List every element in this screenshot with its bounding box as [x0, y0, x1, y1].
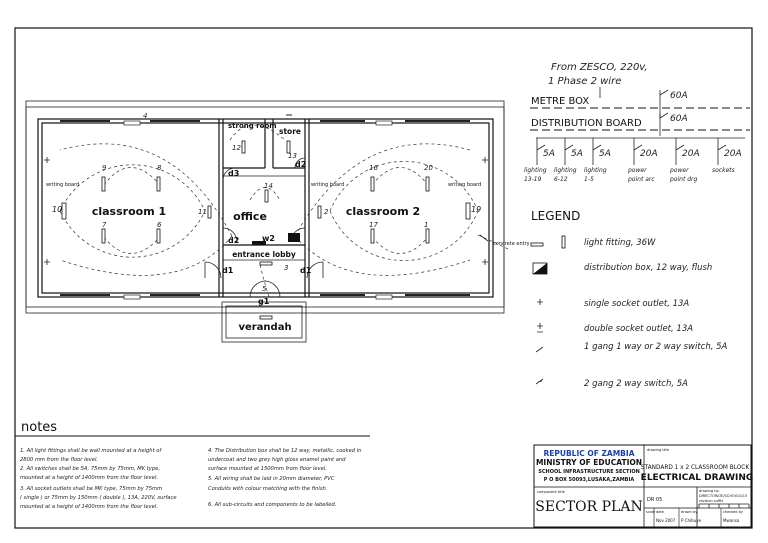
floor-plan	[26, 101, 530, 342]
main-rating: 60A	[670, 91, 688, 101]
circuit-num-10: 10	[52, 205, 63, 214]
circuit-num-2: 2	[324, 208, 329, 216]
metre-box-label: METRE BOX	[531, 96, 590, 107]
circuit-label-5: power point drg	[670, 167, 698, 183]
door-label-d3: d3	[228, 169, 240, 178]
circuit-num-6: 6	[157, 221, 162, 229]
component-title-label: component title	[537, 490, 565, 494]
distribution-board-label: DISTRIBUTION BOARD	[531, 118, 642, 129]
door-label-g1: g1	[258, 297, 270, 306]
rating-5: 20A	[682, 149, 700, 159]
door-label-d1-left: d1	[222, 266, 234, 275]
room-label-classroom-2: classroom 2	[345, 205, 421, 218]
revision-boxes	[699, 504, 749, 508]
label-writing-board-office: writing board	[311, 182, 345, 188]
legend-2gang-switch-icon	[536, 379, 543, 384]
circuit-label-4: power point arc	[628, 167, 655, 183]
drawing-subtitle: ELECTRICAL DRAWING	[640, 473, 754, 483]
db-rating: 60A	[670, 114, 688, 124]
circuit-label-1: lighting 13-19	[524, 167, 547, 183]
notes-title: notes	[21, 420, 58, 435]
note-line: 6. All sub-circuits and components to be labelled.	[208, 502, 337, 508]
note-line: ( single ) or 75mm by 150mm ( double ), 13A, 220V, surface	[20, 495, 177, 501]
door-label-d2-store: d2	[295, 160, 307, 169]
circuit-num-14: 14	[264, 182, 273, 190]
circuit-num-3: 3	[284, 264, 289, 272]
circuit-label-6: sockets	[712, 167, 735, 174]
circuit-numbers	[52, 112, 481, 293]
note-line: undercoat and two grey high gloss enamel paint and	[208, 457, 346, 463]
legend-item-double-socket: double socket outlet, 13A	[584, 324, 694, 334]
circuit-num-11: 11	[198, 208, 207, 216]
legend	[531, 209, 734, 389]
legend-item-single-socket: single socket outlet, 13A	[584, 299, 690, 309]
legend-item-switch: 1 gang 1 way or 2 way switch, 5A	[584, 342, 728, 352]
note-line: 4. The Distribution box shall be 12 way, metallic, cooked in	[208, 448, 362, 454]
checked-by: Mwansa	[723, 518, 740, 523]
scale-label: scale	[646, 510, 656, 514]
sheet-ref: DR 05	[647, 497, 663, 503]
date-label: date	[656, 510, 664, 514]
legend-double-socket-icon	[537, 323, 543, 332]
rating-3: 5A	[599, 149, 611, 159]
circuit-num-5: 5	[262, 285, 267, 293]
legend-item-distribution-box: distribution box, 12 way, flush	[584, 263, 713, 273]
note-line: 5. All wiring shall be laid in 20mm diameter, PVC	[208, 476, 335, 482]
label-concrete-entry: concrete entry	[493, 241, 530, 247]
drawn-by: P Chibuye	[681, 518, 702, 523]
note-line: 1. All light fittings shall be wall mounted at a height of	[20, 448, 162, 454]
label-writing-board-right: writing board	[448, 182, 482, 188]
legend-item-2gang-switch: 2 gang 2 way switch, 5A	[584, 379, 688, 389]
circuit-label-3: lighting 1-5	[584, 167, 607, 183]
note-line: 2800 mm from the floor level.	[20, 457, 99, 463]
supply-source: From ZESCO, 220v,	[551, 62, 648, 73]
note-line: mounted at a height of 1400mm from the floor level.	[20, 475, 158, 481]
door-label-d2-office: d2	[228, 236, 240, 245]
drawing-title-label: drawing title	[647, 448, 670, 452]
rating-6: 20A	[724, 149, 742, 159]
door-label-d1-right: d1	[300, 266, 312, 275]
title-ministry: MINISTRY OF EDUCATION	[535, 458, 643, 467]
drawing-no: DIRECTORATE/SCHOOLS/15	[699, 494, 748, 498]
circuit-num-13: 13	[288, 152, 297, 160]
component-title: SECTOR PLAN	[535, 499, 643, 515]
legend-switch-icon	[536, 347, 543, 352]
drawing-title: STANDARD 1 x 2 CLASSROOM BLOCK -	[640, 465, 754, 471]
legend-item-light-fitting: light fitting, 36W	[584, 238, 656, 248]
circuit-num-20: 20	[424, 164, 433, 172]
rating-2: 5A	[571, 149, 583, 159]
circuit-num-17: 17	[369, 221, 378, 229]
title-republic: REPUBLIC OF ZAMBIA	[543, 449, 635, 458]
circuit-num-7: 7	[102, 221, 107, 229]
rating-4: 20A	[640, 149, 658, 159]
supply-schematic	[524, 62, 750, 202]
note-line: mounted at a height of 1400mm from the floor level.	[20, 504, 158, 510]
title-block	[534, 445, 753, 527]
circuit-num-19: 19	[471, 205, 482, 214]
revision-label: revision suffix	[699, 499, 724, 503]
date: Nov 2007	[656, 518, 676, 523]
room-label-office: office	[233, 210, 267, 223]
room-label-classroom-1: classroom 1	[91, 205, 167, 218]
sub-circuits	[524, 138, 748, 202]
circuit-num-12: 12	[232, 144, 241, 152]
circuit-num-16: 16	[369, 164, 378, 172]
legend-light-fitting-icon	[531, 243, 543, 246]
drawn-label: drawn by	[681, 510, 698, 514]
drawing-no-label: drawing no.	[699, 489, 720, 493]
room-label-strong-room: strong room	[228, 122, 277, 130]
note-line: Conduits with colour matching with the finish.	[208, 486, 328, 492]
room-label-entrance-lobby: entrance lobby	[232, 250, 296, 259]
note-line: 2. All switches shall be 5A, 75mm by 75mm, MK type,	[20, 466, 160, 472]
notes-col-1	[20, 448, 177, 510]
circuit-num-1: 1	[424, 221, 429, 229]
note-line: surface mounted at 1500mm from floor level.	[208, 466, 327, 472]
rating-1: 5A	[543, 149, 555, 159]
title-address: P O BOX 50093,LUSAKA,ZAMBIA	[543, 477, 635, 483]
circuit-num-9: 9	[102, 164, 107, 172]
supply-phase: 1 Phase 2 wire	[548, 76, 622, 87]
title-section: SCHOOL INFRASTRUCTURE SECTION	[538, 469, 640, 475]
notes	[15, 420, 370, 510]
legend-single-socket-icon	[537, 299, 543, 305]
circuit-num-4: 4	[143, 112, 148, 120]
checked-label: checked by	[723, 510, 743, 514]
window-label-w2: w2	[262, 234, 275, 243]
room-label-store: store	[279, 127, 301, 136]
circuit-label-2: lighting 6-12	[554, 167, 577, 183]
notes-col-2	[208, 448, 361, 508]
note-line: 3. All socket outlets shall be MK type, 75mm by 75mm	[20, 486, 163, 492]
room-label-verandah: verandah	[238, 322, 292, 333]
distribution-box-symbol	[288, 233, 300, 242]
circuit-num-8: 8	[157, 164, 162, 172]
legend-title: LEGEND	[531, 209, 581, 223]
label-writing-board-left: writing board	[46, 182, 80, 188]
